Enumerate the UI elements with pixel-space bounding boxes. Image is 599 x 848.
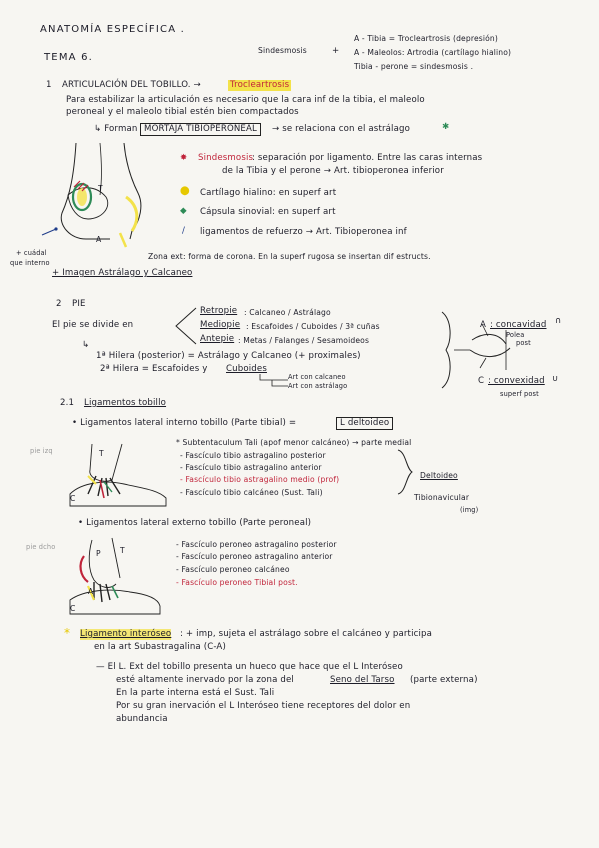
forman-suffix: → se relaciona con el astrálago: [272, 124, 411, 134]
seno-del-tarso: Seno del Tarso: [330, 675, 395, 685]
interoseo-line-2: en la art Subastragalina (C-A): [94, 642, 226, 652]
interoseo-line-3: — El L. Ext del tobillo presenta un hueco que hace que el L Interóseo: [96, 662, 403, 672]
retropie-label: Retropie: [200, 306, 238, 316]
fasciculo-int-3: - Fascículo tibio astragalino medio (prof): [180, 475, 340, 484]
interoseo-line-1: : + imp, sujeta el astrálago sobre el calcáneo y participa: [180, 629, 433, 639]
diagram-label-a: A: [480, 320, 487, 330]
legend-sindesmosis-desc: : separación por ligamento. Entre las caras internas: [252, 153, 483, 163]
antepie-text: : Metas / Falanges / Sesamoideos: [238, 336, 370, 345]
retropie-text: : Calcaneo / Astrálago: [244, 308, 331, 317]
medial-label-c: C: [70, 494, 76, 503]
section-21-title: Ligamentos tobillo: [84, 398, 167, 408]
diagram-convexidad: : convexidad: [488, 376, 545, 386]
concave-symbol: ∩: [555, 316, 562, 326]
legend-capsula: Cápsula sinovial: en superf art: [200, 207, 336, 217]
s1-paragraph-line-1: Para estabilizar la articulación es necesario que la cara inf de la tibia, el maleolo: [66, 95, 425, 105]
interoseo-line-4a: esté altamente inervado por la zona del: [116, 675, 294, 685]
header-note-2: A - Maleolos: Artrodia (cartílago hialino): [354, 48, 512, 57]
mortaja-box: MORTAJA TIBIOPERONEAL: [140, 123, 261, 136]
cartilage-icon: ⬤: [180, 186, 190, 196]
pie-izq-label: pie izq: [30, 447, 53, 455]
capsule-icon: ◆: [180, 206, 187, 216]
lateral-ankle-drawing: [64, 530, 164, 618]
antepie-label: Antepie: [200, 334, 235, 344]
tema-label: TEMA 6.: [44, 52, 94, 63]
mediopie-text: : Escafoides / Cuboides / 3ª cuñas: [246, 322, 380, 331]
ligament-icon: /: [182, 226, 186, 236]
tibionavicular-label: Tibionavicular: [414, 493, 470, 502]
art-bracket: [258, 372, 292, 390]
label-astragalo: A: [96, 235, 102, 244]
medial-ankle-drawing: [62, 440, 172, 508]
legend-ligamentos: ligamentos de refuerzo → Art. Tibioperonea inf: [200, 227, 407, 237]
page-title: ANATOMÍA ESPECÍFICA .: [40, 24, 185, 35]
legend-cartilago: Cartílago hialino: en superf art: [200, 188, 337, 198]
diagram-superf-post: superf post: [500, 390, 539, 398]
fasciculo-int-2: - Fascículo tibio astragalino anterior: [180, 463, 322, 472]
interoseo-line-6: Por su gran inervación el L Interóseo tiene receptores del dolor en: [116, 701, 411, 711]
section-2-number: 2: [56, 299, 62, 309]
pie-dcho-label: pie dcho: [26, 543, 56, 551]
side-note-1: + cuádal: [16, 249, 47, 257]
fasciculo-ext-2: - Fascículo peroneo astragalino anterior: [176, 552, 333, 561]
pie-divide-text: El pie se divide en: [52, 320, 134, 330]
deltoideo-label: Deltoideo: [420, 471, 458, 480]
lig-externo-title: • Ligamentos lateral externo tobillo (Parte peroneal): [78, 518, 312, 528]
convex-symbol: ∪: [552, 374, 559, 384]
interoseo-title: Ligamento interóseo: [80, 629, 172, 639]
fasciculo-int-1: - Fascículo tibio astragalino posterior: [180, 451, 326, 460]
green-marker-dot: ✱: [442, 122, 450, 132]
sindesmosis-label: Sindesmosis: [258, 46, 307, 55]
subtentaculum-note: * Subtentaculum Tali (apof menor calcáneo) → parte medial: [176, 438, 412, 447]
interoseo-line-7: abundancia: [116, 714, 168, 724]
diagram-post: post: [516, 339, 531, 347]
section-1-number: 1: [46, 80, 52, 90]
section-21-number: 2.1: [60, 398, 75, 408]
section-2-title: PIE: [72, 299, 86, 309]
division-brace: [172, 306, 198, 346]
plus-sign: +: [332, 46, 340, 56]
hilera-arrow: ↳: [82, 340, 90, 350]
diagram-polea: Polea: [506, 331, 525, 339]
label-tibia: T: [98, 184, 103, 193]
s1-paragraph-line-2: peroneal y el maleolo tibial estén bien compactados: [66, 107, 299, 117]
fasciculo-ext-1: - Fascículo peroneo astragalino posterior: [176, 540, 337, 549]
tibionavicular-sub: (img): [460, 506, 479, 514]
art-con-astragalo: Art con astrálago: [288, 382, 348, 390]
hilera-1: 1ª Hilera (posterior) = Astrálago y Calcaneo (+ proximales): [96, 351, 361, 361]
lateral-label-c: C: [70, 604, 76, 613]
forman-prefix: ↳ Forman: [94, 124, 138, 134]
interoseo-line-5: En la parte interna está el Sust. Tali: [116, 688, 275, 698]
zona-ext-text: Zona ext: forma de corona. En la superf rugosa se insertan dif estructs.: [148, 252, 431, 261]
ankle-joint-drawing: [40, 135, 172, 255]
mediopie-label: Mediopie: [200, 320, 241, 330]
fasciculo-ext-4: - Fascículo peroneo Tibial post.: [176, 578, 298, 587]
header-note-1: A - Tibia = Trocleartrosis (depresión): [354, 34, 499, 43]
deltoideo-box: L deltoideo: [336, 417, 393, 430]
fasciculo-ext-3: - Fascículo peroneo calcáneo: [176, 565, 290, 574]
trocleartrosis-tag: Trocleartrosis: [230, 80, 290, 90]
medial-label-t: T: [99, 449, 104, 458]
side-note-2: que interno: [10, 259, 50, 267]
lateral-label-p: P: [96, 549, 101, 558]
legend-sindesmosis: Sindesmosis: [198, 153, 254, 163]
sindesmosis-icon: ✸: [180, 153, 188, 163]
diagram-label-c: C: [478, 376, 485, 386]
legend-sindesmosis-desc-2: de la Tibia y el perone → Art. tibioperonea inferior: [222, 166, 444, 176]
lig-interno-title: • Ligamentos lateral interno tobillo (Parte tibial) =: [72, 418, 297, 428]
header-note-3: Tibia - perone = sindesmosis .: [354, 62, 474, 71]
deltoideo-brace: [396, 448, 420, 496]
imagen-note: + Imagen Astrálago y Calcaneo: [52, 268, 193, 278]
lateral-label-a: A: [88, 587, 94, 596]
interoseo-line-4c: (parte externa): [410, 675, 478, 685]
cuboides-label: Cuboides: [226, 364, 267, 374]
diagram-concavidad: : concavidad: [490, 320, 547, 330]
section-1-title: ARTICULACIÓN DEL TOBILLO. →: [62, 80, 201, 90]
hilera-2: 2ª Hilera = Escafoides y: [100, 364, 208, 374]
fasciculo-int-4: - Fascículo tibio calcáneo (Sust. Tali): [180, 488, 323, 497]
lateral-label-t: T: [120, 546, 125, 555]
art-con-calcaneo: Art con calcaneo: [288, 373, 346, 381]
interoseo-star: *: [64, 626, 71, 640]
